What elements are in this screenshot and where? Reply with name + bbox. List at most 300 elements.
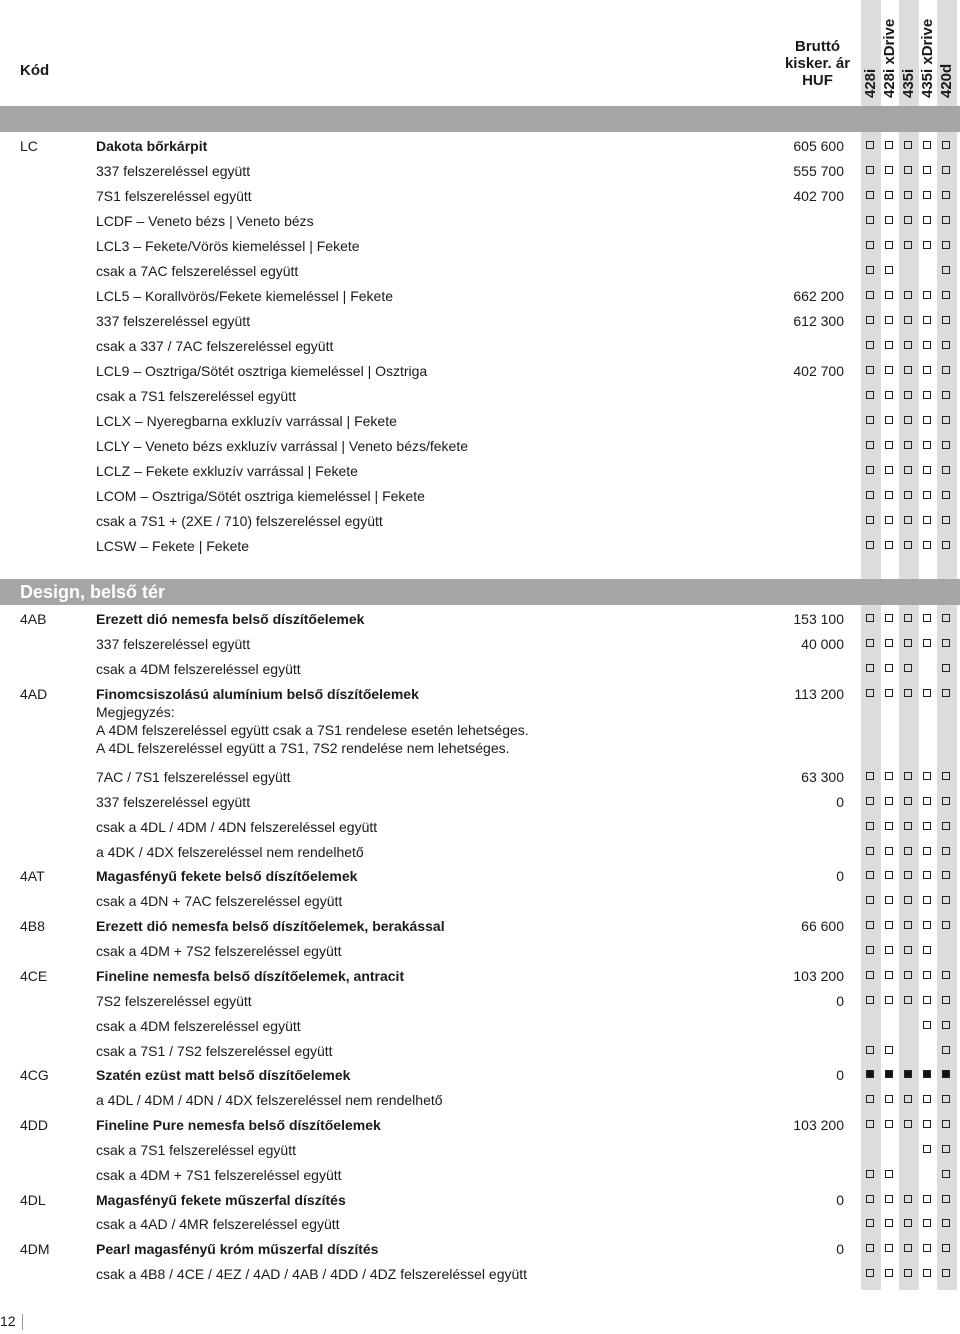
optional-equipment-mark: [885, 996, 893, 1004]
option-price: 402 700: [793, 188, 844, 204]
optional-equipment-mark: [923, 241, 931, 249]
optional-equipment-mark: [904, 466, 912, 474]
optional-equipment-mark: [942, 921, 950, 929]
optional-equipment-mark: [942, 491, 950, 499]
optional-equipment-mark: [942, 141, 950, 149]
option-description-text: 337 felszereléssel együtt: [96, 794, 251, 810]
option-description: [96, 162, 786, 180]
optional-equipment-mark: [923, 1021, 931, 1029]
optional-equipment-mark: [923, 441, 931, 449]
optional-equipment-mark: [942, 541, 950, 549]
optional-equipment-mark: [942, 1195, 950, 1203]
optional-equipment-mark: [942, 1120, 950, 1128]
option-price: 0: [836, 868, 844, 884]
optional-equipment-mark: [866, 191, 874, 199]
optional-equipment-mark: [904, 141, 912, 149]
optional-equipment-mark: [885, 896, 893, 904]
option-description-text: csak a 337 / 7AC felszereléssel együtt: [96, 338, 334, 354]
optional-equipment-mark: [904, 241, 912, 249]
option-description: [96, 917, 786, 935]
option-description-text: csak a 7S1 felszereléssel együtt: [96, 1142, 296, 1158]
option-description: [96, 1042, 786, 1060]
optional-equipment-mark: [942, 291, 950, 299]
optional-equipment-mark: [942, 516, 950, 524]
optional-equipment-mark: [942, 1244, 950, 1252]
optional-equipment-mark: [885, 1244, 893, 1252]
optional-equipment-mark: [866, 822, 874, 830]
optional-equipment-mark: [866, 316, 874, 324]
option-note: A 4DM felszereléssel együtt csak a 7S1 rendelese esetén lehetséges.: [96, 722, 529, 738]
optional-equipment-mark: [923, 166, 931, 174]
option-price: 103 200: [793, 1117, 844, 1133]
optional-equipment-mark: [885, 797, 893, 805]
optional-equipment-mark: [904, 614, 912, 622]
option-description: [96, 1116, 786, 1134]
option-code: 4AB: [20, 611, 47, 627]
standard-equipment-mark: [866, 1070, 874, 1078]
optional-equipment-mark: [923, 516, 931, 524]
option-description: [96, 660, 786, 678]
option-description-text: Magasfényű fekete műszerfal díszítés: [96, 1192, 346, 1208]
option-description: [96, 1017, 786, 1035]
optional-equipment-mark: [885, 1046, 893, 1054]
optional-equipment-mark: [904, 166, 912, 174]
option-code: LC: [20, 138, 38, 154]
option-description-text: 337 felszereléssel együtt: [96, 313, 251, 329]
optional-equipment-mark: [885, 216, 893, 224]
optional-equipment-mark: [885, 1269, 893, 1277]
optional-equipment-mark: [923, 391, 931, 399]
option-description-text: Dakota bőrkárpit: [96, 138, 208, 154]
optional-equipment-mark: [904, 1219, 912, 1227]
optional-equipment-mark: [904, 291, 912, 299]
option-description-text: csak a 4AD / 4MR felszereléssel együtt: [96, 1216, 340, 1232]
optional-equipment-mark: [866, 291, 874, 299]
option-description: [96, 1066, 786, 1084]
optional-equipment-mark: [923, 416, 931, 424]
optional-equipment-mark: [885, 614, 893, 622]
option-description-text: 7S2 felszereléssel együtt: [96, 993, 252, 1009]
optional-equipment-mark: [885, 772, 893, 780]
optional-equipment-mark: [866, 946, 874, 954]
option-description: [96, 1166, 786, 1184]
optional-equipment-mark: [866, 366, 874, 374]
option-code: 4CG: [20, 1067, 49, 1083]
option-description-text: csak a 4B8 / 4CE / 4EZ / 4AD / 4AB / 4DD / 4DZ felszereléssel együtt: [96, 1266, 528, 1282]
code-column-header: Kód: [20, 62, 50, 79]
optional-equipment-mark: [866, 639, 874, 647]
standard-equipment-mark: [904, 1070, 912, 1078]
option-description: [96, 1265, 786, 1283]
option-description-text: Fineline Pure nemesfa belső díszítőelemek: [96, 1117, 381, 1133]
optional-equipment-mark: [942, 241, 950, 249]
option-description-text: LCLY – Veneto bézs exkluzív varrással | Veneto bézs/fekete: [96, 438, 469, 454]
model-header-428i-xdrive: 428i xDrive: [881, 18, 898, 98]
optional-equipment-mark: [885, 416, 893, 424]
optional-equipment-mark: [885, 1095, 893, 1103]
optional-equipment-mark: [942, 1046, 950, 1054]
optional-equipment-mark: [885, 664, 893, 672]
optional-equipment-mark: [942, 266, 950, 274]
option-description-text: csak a 7S1 felszereléssel együtt: [96, 388, 296, 404]
option-description: [96, 793, 786, 811]
optional-equipment-mark: [923, 797, 931, 805]
optional-equipment-mark: [923, 1195, 931, 1203]
optional-equipment-mark: [923, 341, 931, 349]
option-description: [96, 992, 786, 1010]
optional-equipment-mark: [866, 466, 874, 474]
option-price: 662 200: [793, 288, 844, 304]
option-description: [96, 187, 786, 205]
price-column-header: [770, 38, 865, 89]
optional-equipment-mark: [923, 316, 931, 324]
optional-equipment-mark: [866, 797, 874, 805]
option-description-text: 337 felszereléssel együtt: [96, 636, 251, 652]
optional-equipment-mark: [866, 1170, 874, 1178]
model-header-435i-xdrive: 435i xDrive: [919, 18, 936, 98]
option-description-text: a 4DK / 4DX felszereléssel nem rendelhető: [96, 844, 364, 860]
optional-equipment-mark: [904, 441, 912, 449]
optional-equipment-mark: [942, 797, 950, 805]
optional-equipment-mark: [904, 541, 912, 549]
option-price: 0: [836, 993, 844, 1009]
option-price: 402 700: [793, 363, 844, 379]
optional-equipment-mark: [866, 847, 874, 855]
optional-equipment-mark: [885, 341, 893, 349]
option-price: 0: [836, 1067, 844, 1083]
model-header-420d: 420d: [938, 63, 955, 98]
optional-equipment-mark: [885, 466, 893, 474]
optional-equipment-mark: [904, 416, 912, 424]
option-description-text: csak a 4DL / 4DM / 4DN felszereléssel együtt: [96, 819, 378, 835]
option-description: [96, 818, 786, 836]
option-price: 555 700: [793, 163, 844, 179]
optional-equipment-mark: [866, 896, 874, 904]
optional-equipment-mark: [885, 541, 893, 549]
optional-equipment-mark: [923, 614, 931, 622]
optional-equipment-mark: [942, 1095, 950, 1103]
optional-equipment-mark: [942, 166, 950, 174]
optional-equipment-mark: [885, 441, 893, 449]
option-price: 612 300: [793, 313, 844, 329]
footer-divider: [22, 1314, 23, 1330]
option-description: [96, 512, 786, 530]
optional-equipment-mark: [942, 316, 950, 324]
optional-equipment-mark: [942, 341, 950, 349]
option-description-text: csak a 7S1 + (2XE / 710) felszereléssel együtt: [96, 513, 383, 529]
optional-equipment-mark: [923, 216, 931, 224]
optional-equipment-mark: [942, 1219, 950, 1227]
optional-equipment-mark: [866, 416, 874, 424]
optional-equipment-mark: [885, 516, 893, 524]
optional-equipment-mark: [904, 391, 912, 399]
option-description: [96, 412, 786, 430]
page-footer: [0, 1313, 16, 1329]
option-description-text: LCDF – Veneto bézs | Veneto bézs: [96, 213, 314, 229]
optional-equipment-mark: [942, 896, 950, 904]
optional-equipment-mark: [904, 921, 912, 929]
option-note: Megjegyzés:: [96, 704, 175, 720]
optional-equipment-mark: [942, 614, 950, 622]
option-description-text: Szatén ezüst matt belső díszítőelemek: [96, 1067, 351, 1083]
optional-equipment-mark: [942, 664, 950, 672]
option-description: [96, 1091, 786, 1109]
optional-equipment-mark: [923, 1145, 931, 1153]
option-description: [96, 137, 786, 155]
option-description: [96, 312, 786, 330]
option-description-text: csak a 4DM felszereléssel együtt: [96, 1018, 301, 1034]
optional-equipment-mark: [904, 847, 912, 855]
optional-equipment-mark: [866, 1244, 874, 1252]
price-header-line: kisker. ár: [784, 55, 851, 72]
optional-equipment-mark: [923, 491, 931, 499]
option-description-text: Pearl magasfényű króm műszerfal díszítés: [96, 1241, 379, 1257]
option-description: [96, 1240, 786, 1258]
model-header-428i: 428i: [862, 68, 879, 98]
optional-equipment-mark: [904, 896, 912, 904]
optional-equipment-mark: [904, 191, 912, 199]
option-description: [96, 892, 786, 910]
optional-equipment-mark: [885, 689, 893, 697]
optional-equipment-mark: [923, 772, 931, 780]
section-title: Design, belső tér: [20, 582, 166, 602]
option-description-text: LCLX – Nyeregbarna exkluzív varrással | Fekete: [96, 413, 397, 429]
option-description: [96, 212, 786, 230]
option-description-text: csak a 4DM + 7S1 felszereléssel együtt: [96, 1167, 342, 1183]
optional-equipment-mark: [866, 266, 874, 274]
optional-equipment-mark: [923, 946, 931, 954]
optional-equipment-mark: [923, 1095, 931, 1103]
optional-equipment-mark: [866, 1046, 874, 1054]
optional-equipment-mark: [885, 391, 893, 399]
header-divider-bar: [0, 106, 960, 132]
option-description-text: csak a 7S1 / 7S2 felszereléssel együtt: [96, 1043, 333, 1059]
optional-equipment-mark: [904, 491, 912, 499]
model-header-435i: 435i: [900, 68, 917, 98]
optional-equipment-mark: [904, 341, 912, 349]
option-description-text: LCL9 – Osztriga/Sötét osztriga kiemeléssel | Osztriga: [96, 363, 428, 379]
option-code: 4B8: [20, 918, 45, 934]
optional-equipment-mark: [942, 772, 950, 780]
optional-equipment-mark: [923, 141, 931, 149]
optional-equipment-mark: [942, 639, 950, 647]
optional-equipment-mark: [904, 216, 912, 224]
option-code: 4DL: [20, 1192, 46, 1208]
optional-equipment-mark: [885, 1195, 893, 1203]
optional-equipment-mark: [866, 921, 874, 929]
optional-equipment-mark: [866, 689, 874, 697]
option-description: [96, 768, 786, 786]
optional-equipment-mark: [866, 1219, 874, 1227]
optional-equipment-mark: [866, 516, 874, 524]
option-description: [96, 337, 786, 355]
option-description: [96, 537, 786, 555]
optional-equipment-mark: [923, 1244, 931, 1252]
option-description-text: LCSW – Fekete | Fekete: [96, 538, 250, 554]
optional-equipment-mark: [885, 316, 893, 324]
optional-equipment-mark: [942, 871, 950, 879]
option-code: 4AD: [20, 686, 48, 702]
optional-equipment-mark: [904, 1120, 912, 1128]
option-description-text: Erezett dió nemesfa belső díszítőelemek, berakással: [96, 918, 445, 934]
optional-equipment-mark: [904, 797, 912, 805]
option-description-text: csak a 4DM felszereléssel együtt: [96, 661, 301, 677]
optional-equipment-mark: [885, 971, 893, 979]
optional-equipment-mark: [923, 689, 931, 697]
option-description-text: LCOM – Osztriga/Sötét osztriga kiemeléssel | Fekete: [96, 488, 425, 504]
optional-equipment-mark: [866, 341, 874, 349]
optional-equipment-mark: [885, 921, 893, 929]
option-description: [96, 287, 786, 305]
optional-equipment-mark: [923, 871, 931, 879]
optional-equipment-mark: [885, 1219, 893, 1227]
option-price: 40 000: [801, 636, 844, 652]
optional-equipment-mark: [885, 822, 893, 830]
option-description-text: csak a 7AC felszereléssel együtt: [96, 263, 299, 279]
optional-equipment-mark: [885, 266, 893, 274]
option-code: 4AT: [20, 868, 45, 884]
optional-equipment-mark: [885, 291, 893, 299]
optional-equipment-mark: [866, 441, 874, 449]
optional-equipment-mark: [923, 191, 931, 199]
option-description: [96, 843, 786, 861]
standard-equipment-mark: [942, 1070, 950, 1078]
option-description: [96, 437, 786, 455]
optional-equipment-mark: [942, 441, 950, 449]
optional-equipment-mark: [942, 466, 950, 474]
option-description-text: Magasfényű fekete belső díszítőelemek: [96, 868, 358, 884]
option-description: [96, 1191, 786, 1209]
optional-equipment-mark: [885, 946, 893, 954]
optional-equipment-mark: [904, 871, 912, 879]
optional-equipment-mark: [885, 1170, 893, 1178]
optional-equipment-mark: [904, 1244, 912, 1252]
optional-equipment-mark: [923, 822, 931, 830]
optional-equipment-mark: [942, 1170, 950, 1178]
option-description-text: Fineline nemesfa belső díszítőelemek, antracit: [96, 968, 405, 984]
option-description: [96, 387, 786, 405]
optional-equipment-mark: [923, 921, 931, 929]
option-description: [96, 462, 786, 480]
optional-equipment-mark: [923, 971, 931, 979]
option-description-text: 337 felszereléssel együtt: [96, 163, 251, 179]
optional-equipment-mark: [904, 971, 912, 979]
optional-equipment-mark: [923, 847, 931, 855]
optional-equipment-mark: [923, 896, 931, 904]
price-header-line: Bruttó: [795, 38, 840, 55]
optional-equipment-mark: [942, 996, 950, 1004]
optional-equipment-mark: [923, 466, 931, 474]
optional-equipment-mark: [923, 996, 931, 1004]
optional-equipment-mark: [866, 996, 874, 1004]
option-description-text: 7AC / 7S1 felszereléssel együtt: [96, 769, 291, 785]
optional-equipment-mark: [885, 1120, 893, 1128]
optional-equipment-mark: [942, 847, 950, 855]
option-code: 4DD: [20, 1117, 49, 1133]
optional-equipment-mark: [866, 491, 874, 499]
optional-equipment-mark: [866, 1120, 874, 1128]
option-description-text: csak a 4DM + 7S2 felszereléssel együtt: [96, 943, 342, 959]
optional-equipment-mark: [866, 1195, 874, 1203]
optional-equipment-mark: [942, 216, 950, 224]
optional-equipment-mark: [866, 1095, 874, 1103]
optional-equipment-mark: [923, 366, 931, 374]
optional-equipment-mark: [904, 516, 912, 524]
optional-equipment-mark: [904, 772, 912, 780]
option-description-text: csak a 4DN + 7AC felszereléssel együtt: [96, 893, 343, 909]
option-description: [96, 685, 786, 757]
section-bar-design: [0, 579, 960, 605]
optional-equipment-mark: [942, 191, 950, 199]
optional-equipment-mark: [866, 614, 874, 622]
option-description: [96, 237, 786, 255]
optional-equipment-mark: [923, 639, 931, 647]
optional-equipment-mark: [923, 1269, 931, 1277]
option-description-text: Finomcsiszolású alumínium belső díszítőelemek: [96, 686, 419, 702]
optional-equipment-mark: [885, 847, 893, 855]
optional-equipment-mark: [866, 541, 874, 549]
optional-equipment-mark: [904, 946, 912, 954]
optional-equipment-mark: [904, 1095, 912, 1103]
optional-equipment-mark: [904, 316, 912, 324]
optional-equipment-mark: [942, 1269, 950, 1277]
optional-equipment-mark: [923, 291, 931, 299]
optional-equipment-mark: [885, 141, 893, 149]
option-description: [96, 635, 786, 653]
option-description: [96, 487, 786, 505]
option-price: 0: [836, 1241, 844, 1257]
optional-equipment-mark: [885, 191, 893, 199]
optional-equipment-mark: [942, 822, 950, 830]
optional-equipment-mark: [904, 689, 912, 697]
optional-equipment-mark: [866, 141, 874, 149]
option-description: [96, 262, 786, 280]
optional-equipment-mark: [866, 664, 874, 672]
optional-equipment-mark: [885, 166, 893, 174]
optional-equipment-mark: [866, 241, 874, 249]
option-price: 153 100: [793, 611, 844, 627]
optional-equipment-mark: [866, 391, 874, 399]
option-description-text: LCL3 – Fekete/Vörös kiemeléssel | Fekete: [96, 238, 360, 254]
optional-equipment-mark: [866, 1269, 874, 1277]
option-code: 4DM: [20, 1241, 50, 1257]
optional-equipment-mark: [885, 491, 893, 499]
optional-equipment-mark: [866, 971, 874, 979]
optional-equipment-mark: [942, 1145, 950, 1153]
optional-equipment-mark: [866, 772, 874, 780]
page-number: 12: [0, 1313, 16, 1329]
optional-equipment-mark: [885, 639, 893, 647]
option-description: [96, 967, 786, 985]
optional-equipment-mark: [942, 689, 950, 697]
optional-equipment-mark: [904, 366, 912, 374]
option-note: A 4DL felszereléssel együtt a 7S1, 7S2 rendelése nem lehetséges.: [96, 740, 510, 756]
option-description-text: 7S1 felszereléssel együtt: [96, 188, 252, 204]
option-code: 4CE: [20, 968, 48, 984]
optional-equipment-mark: [904, 664, 912, 672]
optional-equipment-mark: [942, 1021, 950, 1029]
optional-equipment-mark: [904, 639, 912, 647]
option-description: [96, 362, 786, 380]
option-price: 66 600: [801, 918, 844, 934]
option-price: 0: [836, 1192, 844, 1208]
optional-equipment-mark: [904, 822, 912, 830]
optional-equipment-mark: [904, 996, 912, 1004]
optional-equipment-mark: [942, 366, 950, 374]
optional-equipment-mark: [866, 871, 874, 879]
option-description: [96, 1215, 786, 1233]
price-header-line: HUF: [802, 72, 833, 89]
